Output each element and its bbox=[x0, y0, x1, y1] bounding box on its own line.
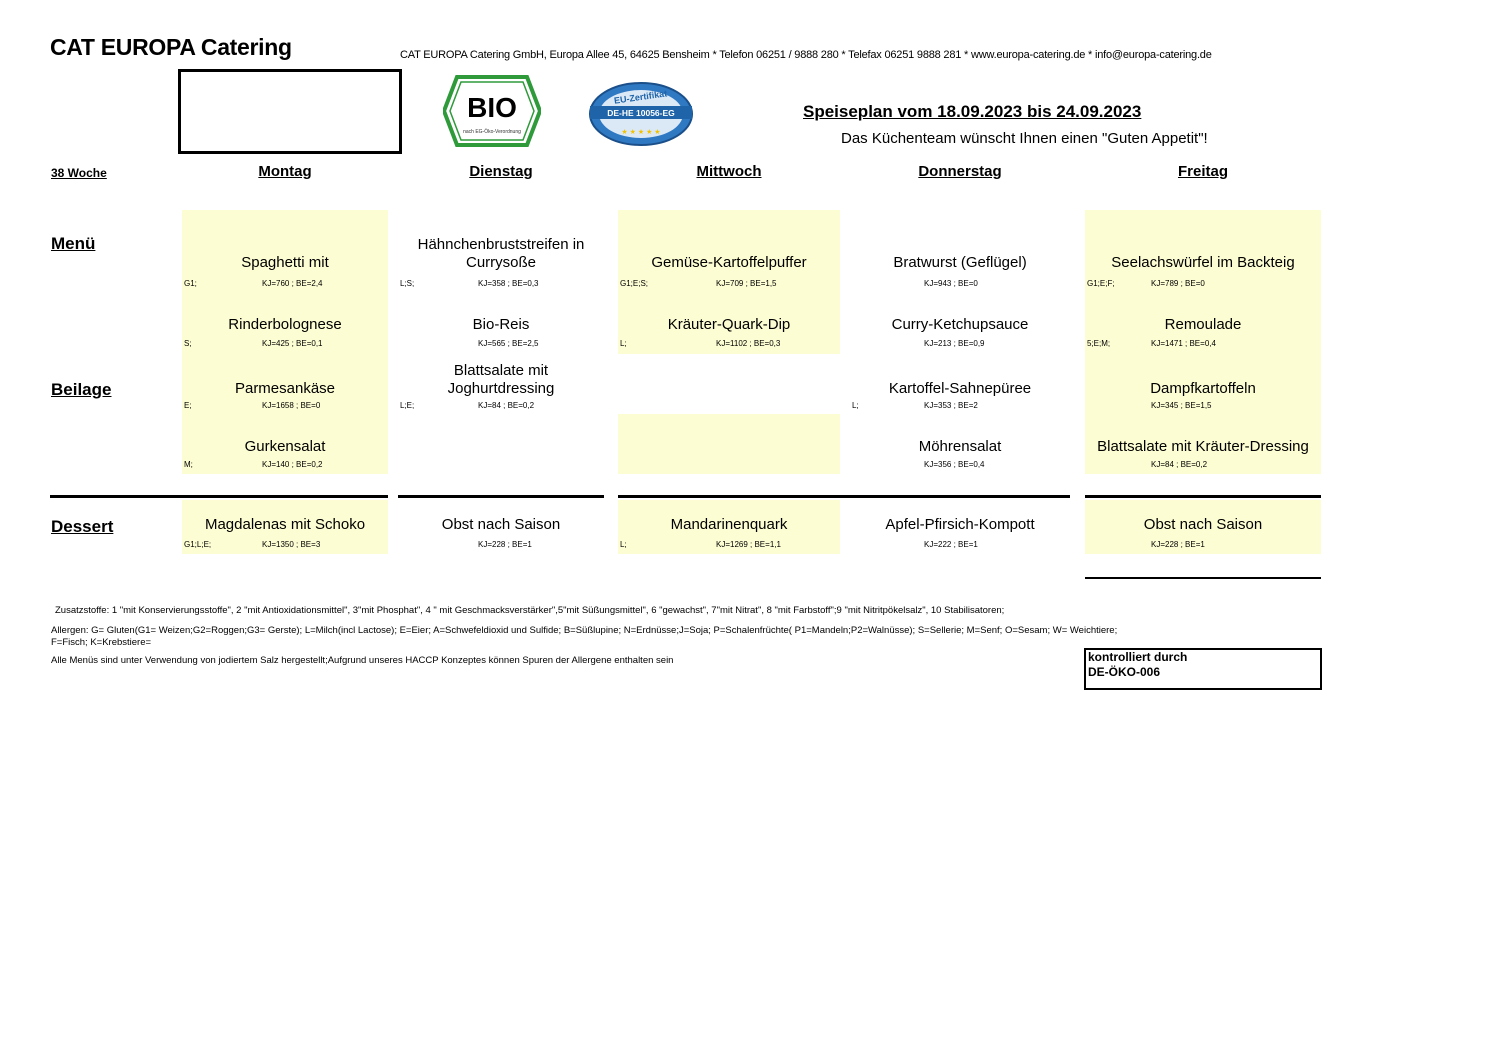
menu-cell bbox=[850, 210, 1070, 296]
menu-cell bbox=[618, 210, 840, 296]
menu-plan-subtitle: Das Küchenteam wünscht Ihnen einen "Guten Appetit"! bbox=[841, 130, 1208, 147]
nutrition-info: KJ=943 ; BE=0 bbox=[924, 279, 978, 288]
allergens-note: Allergen: G= Gluten(G1= Weizen;G2=Roggen;G3= Gerste); L=Milch(incl Lactose); E=Eier; A=Schwefeldioxid und Sulfide; B=Süßlupine; N=Erdnüsse;J=Soja; P=Schalenfrüchte( P1=Mandeln;P2=Walnüsse); S=Sellerie; M=Senf; O=Sesam; W= Weichtiere; bbox=[51, 625, 1118, 636]
empty-frame bbox=[178, 69, 402, 154]
menu-cell bbox=[398, 414, 604, 474]
nutrition-info: KJ=228 ; BE=1 bbox=[1151, 540, 1205, 549]
bio-seal-icon bbox=[443, 75, 541, 147]
nutrition-info: KJ=353 ; BE=2 bbox=[924, 401, 978, 410]
additives-note: Zusatzstoffe: 1 "mit Konservierungsstoffe", 2 "mit Antioxidationsmittel", 3"mit Phosphat", 4 " mit Geschmacksverstärker",5"mit Süßungsmittel", 6 "gewachst", 7"mit Nitrat", 8 "mit Farbstoff";9 "mit Nitritpökelsalz", 10 Stabilisatoren; bbox=[55, 605, 1005, 616]
dish-name: Kräuter-Quark-Dip bbox=[667, 316, 791, 333]
menu-cell bbox=[1085, 414, 1321, 474]
menu-cell bbox=[182, 210, 388, 296]
control-authority-box bbox=[1084, 648, 1322, 690]
dish-name: Spaghetti mit bbox=[241, 254, 329, 271]
dish-name: Parmesankäse bbox=[234, 380, 336, 397]
company-address: CAT EUROPA Catering GmbH, Europa Allee 45, 64625 Bensheim * Telefon 06251 / 9888 280 * Telefax 06251 9888 281 * www.europa-catering.de * info@europa-catering.de bbox=[400, 49, 1212, 61]
control-line-2: DE-ÖKO-006 bbox=[1088, 665, 1161, 679]
eu-stars-icon: ★ ★ ★ ★ ★ bbox=[621, 129, 661, 136]
dish-name: Seelachswürfel im Backteig bbox=[1111, 254, 1295, 271]
allergen-codes: L; bbox=[852, 401, 859, 410]
allergen-codes: G1;E;F; bbox=[1087, 279, 1115, 288]
nutrition-info: KJ=84 ; BE=0,2 bbox=[1151, 460, 1208, 469]
day-header-tuesday: Dienstag bbox=[469, 163, 533, 180]
bio-logo-subtext: nach EG-Öko-Verordnung bbox=[463, 129, 521, 135]
menu-cell bbox=[850, 414, 1070, 474]
allergen-codes: G1;L;E; bbox=[184, 540, 212, 549]
nutrition-info: KJ=228 ; BE=1 bbox=[478, 540, 532, 549]
section-beilage: Beilage bbox=[51, 380, 112, 399]
dish-name: Mandarinenquark bbox=[670, 516, 788, 533]
nutrition-info: KJ=1658 ; BE=0 bbox=[262, 401, 321, 410]
divider-line bbox=[618, 495, 1070, 498]
dish-name: Apfel-Pfirsich-Kompott bbox=[885, 516, 1035, 533]
nutrition-info: KJ=358 ; BE=0,3 bbox=[478, 279, 539, 288]
menu-cell bbox=[618, 500, 840, 554]
menu-cell bbox=[850, 296, 1070, 354]
bio-logo-text: BIO bbox=[467, 92, 517, 123]
allergen-codes: G1; bbox=[184, 279, 197, 288]
nutrition-info: KJ=140 ; BE=0,2 bbox=[262, 460, 323, 469]
allergens-note-continued: F=Fisch; K=Krebstiere= bbox=[51, 637, 152, 648]
dish-name: Remoulade bbox=[1164, 316, 1242, 333]
section-menu: Menü bbox=[51, 234, 96, 253]
allergen-codes: G1;E;S; bbox=[620, 279, 649, 288]
nutrition-info: KJ=1269 ; BE=1,1 bbox=[716, 540, 781, 549]
dish-name: Gemüse-Kartoffelpuffer bbox=[651, 254, 807, 271]
menu-cell bbox=[618, 354, 840, 414]
dish-name: Bio-Reis bbox=[472, 316, 530, 333]
nutrition-info: KJ=356 ; BE=0,4 bbox=[924, 460, 985, 469]
allergen-codes: 5;E;M; bbox=[1087, 339, 1111, 348]
allergen-codes: L;S; bbox=[400, 279, 415, 288]
menu-cell bbox=[850, 354, 1070, 414]
allergen-codes: L; bbox=[620, 339, 627, 348]
menu-cell bbox=[618, 414, 840, 474]
nutrition-info: KJ=789 ; BE=0 bbox=[1151, 279, 1205, 288]
nutrition-info: KJ=222 ; BE=1 bbox=[924, 540, 978, 549]
dish-name: Rinderbolognese bbox=[228, 316, 342, 333]
menu-cell bbox=[398, 210, 604, 296]
menu-cell bbox=[850, 500, 1070, 554]
nutrition-info: KJ=345 ; BE=1,5 bbox=[1151, 401, 1212, 410]
menu-cell bbox=[182, 296, 388, 354]
dish-name: Gurkensalat bbox=[244, 438, 326, 455]
nutrition-info: KJ=709 ; BE=1,5 bbox=[716, 279, 777, 288]
allergen-codes: E; bbox=[184, 401, 192, 410]
divider-line bbox=[398, 495, 604, 498]
menu-cell bbox=[182, 500, 388, 554]
divider-line bbox=[1085, 495, 1321, 498]
eu-logo-top-text: EU-Zertifikat bbox=[613, 88, 668, 106]
nutrition-info: KJ=1350 ; BE=3 bbox=[262, 540, 321, 549]
nutrition-info: KJ=1471 ; BE=0,4 bbox=[1151, 339, 1216, 348]
menu-cell bbox=[398, 500, 604, 554]
eu-certificate-icon bbox=[588, 78, 694, 146]
divider-line bbox=[50, 495, 388, 498]
dish-name: Möhrensalat bbox=[918, 438, 1002, 455]
week-label: 38 Woche bbox=[51, 166, 107, 180]
nutrition-info: KJ=84 ; BE=0,2 bbox=[478, 401, 535, 410]
dish-name: Obst nach Saison bbox=[1143, 516, 1263, 533]
eu-logo-band-text: DE-HE 10056-EG bbox=[607, 108, 675, 118]
dish-name: Blattsalate mit Kräuter-Dressing bbox=[1097, 438, 1309, 455]
section-dessert: Dessert bbox=[51, 517, 114, 536]
divider-line bbox=[1085, 577, 1321, 579]
nutrition-info: KJ=760 ; BE=2,4 bbox=[262, 279, 323, 288]
dish-name: Kartoffel-Sahnepüree bbox=[888, 380, 1032, 397]
menu-plan-title: Speiseplan vom 18.09.2023 bis 24.09.2023 bbox=[803, 102, 1142, 121]
menu-cell bbox=[398, 354, 604, 414]
dish-name: Dampfkartoffeln bbox=[1150, 380, 1256, 397]
nutrition-info: KJ=425 ; BE=0,1 bbox=[262, 339, 323, 348]
nutrition-info: KJ=213 ; BE=0,9 bbox=[924, 339, 985, 348]
dish-name: Blattsalate mit Joghurtdressing bbox=[447, 362, 555, 397]
allergen-codes: S; bbox=[184, 339, 192, 348]
day-header-friday: Freitag bbox=[1177, 163, 1228, 180]
dish-name: Magdalenas mit Schoko bbox=[204, 516, 366, 533]
day-header-wednesday: Mittwoch bbox=[696, 163, 762, 180]
menu-cell bbox=[618, 296, 840, 354]
salt-haccp-note: Alle Menüs sind unter Verwendung von jodiertem Salz hergestellt;Aufgrund unseres HACCP Konzeptes können Spuren der Allergene enthalten sein bbox=[51, 655, 674, 666]
menu-cell bbox=[182, 354, 388, 414]
day-header-thursday: Donnerstag bbox=[918, 163, 1002, 180]
menu-cell bbox=[1085, 210, 1321, 296]
allergen-codes: L; bbox=[620, 540, 627, 549]
dish-name: Curry-Ketchupsauce bbox=[891, 316, 1029, 333]
dish-name: Hähnchenbruststreifen in Currysoße bbox=[417, 236, 585, 271]
dish-name: Bratwurst (Geflügel) bbox=[893, 254, 1027, 271]
menu-cell bbox=[1085, 500, 1321, 554]
menu-cell bbox=[1085, 354, 1321, 414]
nutrition-info: KJ=1102 ; BE=0,3 bbox=[716, 339, 781, 348]
dish-name: Obst nach Saison bbox=[441, 516, 561, 533]
menu-cell bbox=[182, 414, 388, 474]
menu-cell bbox=[398, 296, 604, 354]
allergen-codes: M; bbox=[184, 460, 193, 469]
menu-cell bbox=[1085, 296, 1321, 354]
control-line-1: kontrolliert durch bbox=[1088, 650, 1188, 664]
nutrition-info: KJ=565 ; BE=2,5 bbox=[478, 339, 539, 348]
brand-name: CAT EUROPA Catering bbox=[50, 34, 292, 60]
allergen-codes: L;E; bbox=[400, 401, 415, 410]
day-header-monday: Montag bbox=[258, 163, 312, 180]
